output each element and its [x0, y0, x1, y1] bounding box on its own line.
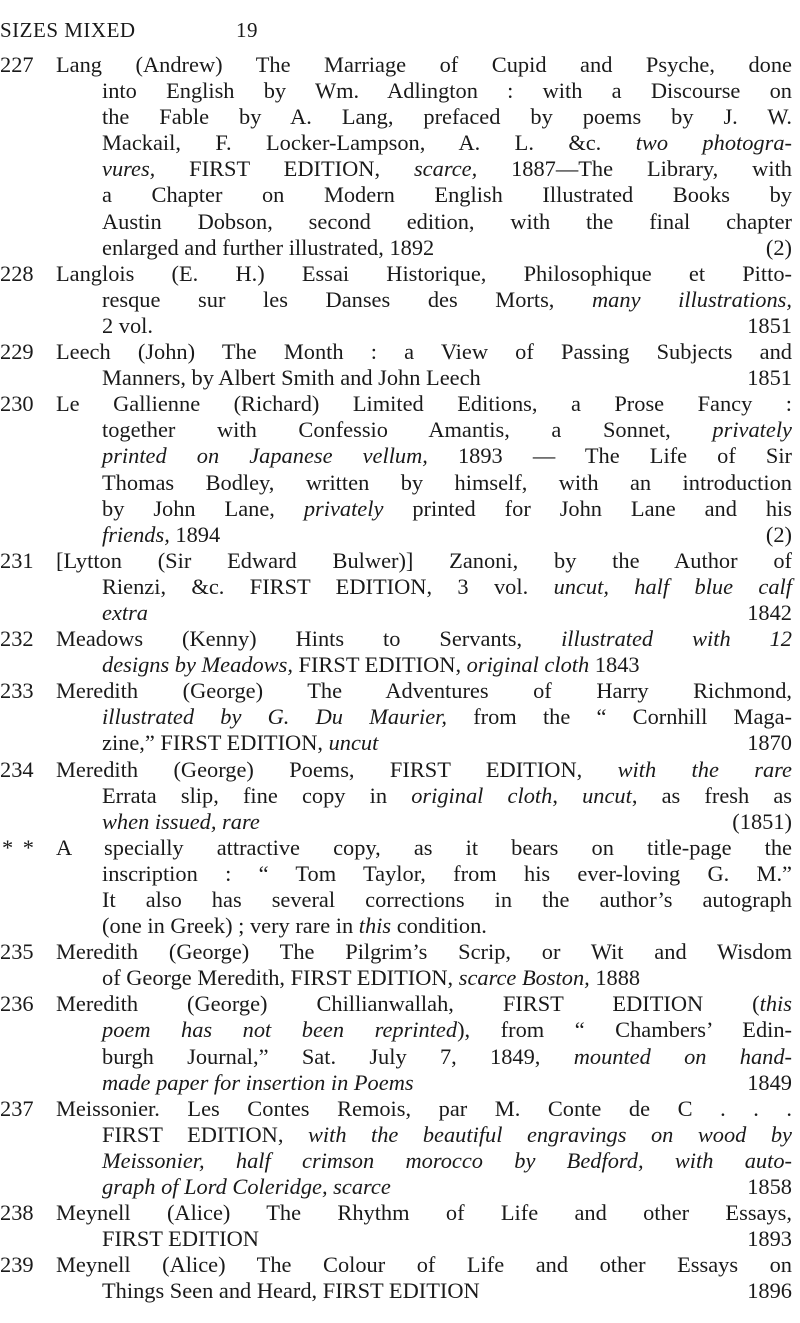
entry-final-line — [102, 730, 792, 756]
entry-final-line — [102, 600, 792, 626]
page-header — [0, 18, 800, 48]
catalogue-entry — [0, 52, 792, 261]
entry-final-line — [102, 313, 792, 339]
lot-number: 239 — [0, 1252, 34, 1278]
entry-line: Meissonier, half crimson morocco by Bedford, with auto- — [102, 1147, 792, 1173]
entry-final-text: friends, 1894 — [102, 521, 221, 547]
entry-final-line — [102, 1278, 792, 1304]
lot-number: 231 — [0, 547, 34, 573]
catalogue-entry — [0, 991, 792, 1095]
entry-line: Lang (Andrew) The Marriage of Cupid and Psyche, done — [56, 52, 792, 77]
entry-line: into English by Wm. Adlington : with a Discourse on — [102, 78, 792, 104]
lot-number: 236 — [0, 991, 34, 1017]
entry-final-text: extra — [102, 599, 149, 625]
entry-line: Meredith (George) The Adventures of Harry Richmond, — [56, 678, 792, 704]
catalogue-entry — [0, 339, 792, 391]
entry-final-line — [102, 522, 792, 548]
entry-line: Leech (John) The Month : a View of Passing Subjects and — [56, 339, 792, 365]
entry-date: 1851 — [747, 365, 792, 391]
entry-final-line — [102, 1174, 792, 1200]
lot-number: 234 — [0, 756, 34, 782]
entry-line: Meredith (George) Chillianwallah, FIRST EDITION (this — [56, 991, 792, 1017]
entry-final-line — [102, 1226, 792, 1252]
entry-final-line — [102, 965, 792, 991]
lot-number: 237 — [0, 1095, 34, 1121]
lot-number: 238 — [0, 1200, 34, 1226]
catalogue-entry — [0, 678, 792, 756]
catalogue-entry — [0, 626, 792, 678]
entry-date: 1851 — [747, 312, 792, 338]
entry-date: 1849 — [747, 1069, 792, 1095]
entry-line: burgh Journal,” Sat. July 7, 1849, mounted on hand- — [102, 1043, 793, 1069]
lot-number: 230 — [0, 391, 34, 417]
entry-line: Mackail, F. Locker-Lampson, A. L. &c. two photogra- — [102, 130, 792, 156]
entry-date: 1896 — [747, 1278, 792, 1304]
lot-number: 228 — [0, 260, 34, 286]
entry-line: A specially attractive copy, as it bears on title-page the — [56, 834, 792, 860]
catalogue-entry — [0, 1200, 792, 1252]
lot-number: 235 — [0, 939, 34, 965]
entry-line: [Lytton (Sir Edward Bulwer)] Zanoni, by the Author of — [56, 547, 792, 573]
entry-date: (2) — [765, 521, 792, 547]
entry-line: Austin Dobson, second edition, with the final chapter — [102, 208, 792, 234]
entry-line: poem has not been reprinted), from “ Chambers’ Edin- — [102, 1017, 793, 1043]
entry-line: Errata slip, fine copy in original cloth, uncut, as fresh as — [102, 782, 792, 808]
entry-final-line — [102, 235, 792, 261]
page-number: 19 — [236, 18, 258, 42]
entry-line: FIRST EDITION, with the beautiful engravings on wood by — [102, 1121, 792, 1147]
catalogue-entry — [0, 261, 792, 339]
entry-date: 1893 — [747, 1226, 792, 1252]
entry-line: resque sur les Danses des Morts, many illustrations, — [102, 286, 792, 312]
entry-date: 1858 — [747, 1174, 792, 1200]
entry-line: Rienzi, &c. FIRST EDITION, 3 vol. uncut, half blue calf — [102, 573, 792, 599]
entry-line: Meissonier. Les Contes Remois, par M. Conte de C . . . — [56, 1095, 792, 1121]
entry-line: It also has several corrections in the author’s autograph — [102, 887, 792, 912]
catalogue-entry — [0, 391, 792, 548]
entry-line: inscription : “ Tom Taylor, from his ever-loving G. M.” — [102, 860, 792, 886]
entry-line: vures, FIRST EDITION, scarce, 1887—The Library, with — [102, 156, 792, 182]
catalogue-entry — [0, 548, 792, 626]
entry-final-line — [102, 809, 792, 835]
entry-date: 1870 — [747, 730, 792, 756]
entry-line: Meredith (George) The Pilgrim’s Scrip, or Wit and Wisdom — [56, 939, 792, 965]
entry-note — [0, 835, 792, 939]
entry-final-text: graph of Lord Coleridge, scarce — [102, 1174, 391, 1200]
entry-final-text: designs by Meadows, FIRST EDITION, original cloth 1843 — [102, 652, 640, 678]
entry-final-text: when issued, rare — [102, 808, 260, 834]
catalogue-entry — [0, 757, 792, 835]
section-title: SIZES MIXED — [0, 18, 136, 42]
entry-date: 1842 — [747, 599, 792, 625]
lot-number: 232 — [0, 626, 34, 652]
entry-final-text: enlarged and further illustrated, 1892 — [102, 234, 435, 260]
entry-line: Thomas Bodley, written by himself, with an introduction — [102, 469, 792, 495]
entry-list — [0, 52, 792, 1305]
entry-line: Le Gallienne (Richard) Limited Editions, a Prose Fancy : — [56, 391, 792, 417]
catalogue-entry — [0, 1096, 792, 1200]
entry-final-line — [102, 913, 792, 939]
lot-number: 233 — [0, 678, 34, 704]
entry-final-text: 2 vol. — [102, 312, 154, 338]
entry-final-text: Things Seen and Heard, FIRST EDITION — [102, 1278, 480, 1304]
entry-line: printed on Japanese vellum, 1893 — The Life of Sir — [102, 443, 792, 469]
entry-date: (1851) — [732, 808, 792, 834]
entry-line: together with Confessio Amantis, a Sonnet, privately — [102, 417, 792, 443]
entry-line: the Fable by A. Lang, prefaced by poems by J. W. — [102, 104, 792, 130]
entry-line: a Chapter on Modern English Illustrated Books by — [102, 182, 792, 208]
entry-line: illustrated by G. Du Maurier, from the “ Cornhill Maga- — [102, 704, 792, 730]
entry-final-text: FIRST EDITION — [102, 1226, 259, 1252]
entry-final-line — [102, 652, 792, 678]
catalogue-entry — [0, 939, 792, 991]
entry-final-line — [102, 365, 792, 391]
entry-final-text: of George Meredith, FIRST EDITION, scarce Boston, 1888 — [102, 965, 641, 991]
catalogue-entry — [0, 1252, 792, 1304]
entry-final-text: Manners, by Albert Smith and John Leech — [102, 365, 481, 391]
lot-number: * * — [2, 834, 36, 860]
entry-line: Langlois (E. H.) Essai Historique, Philosophique et Pitto- — [56, 260, 792, 286]
entry-final-text: (one in Greek) ; very rare in this condition. — [102, 913, 487, 939]
entry-line: Meredith (George) Poems, FIRST EDITION, with the rare — [56, 756, 792, 782]
entry-final-text: made paper for insertion in Poems — [102, 1069, 414, 1095]
entry-line: Meynell (Alice) The Colour of Life and other Essays on — [56, 1252, 792, 1278]
lot-number: 227 — [0, 52, 34, 77]
lot-number: 229 — [0, 339, 34, 365]
entry-date: (2) — [765, 234, 792, 260]
entry-line: Meynell (Alice) The Rhythm of Life and other Essays, — [56, 1200, 792, 1226]
entry-line: Meadows (Kenny) Hints to Servants, illustrated with 12 — [56, 626, 792, 652]
entry-final-text: zine,” FIRST EDITION, uncut — [102, 730, 379, 756]
entry-line: by John Lane, privately printed for John Lane and his — [102, 495, 792, 521]
entry-final-line — [102, 1070, 792, 1096]
